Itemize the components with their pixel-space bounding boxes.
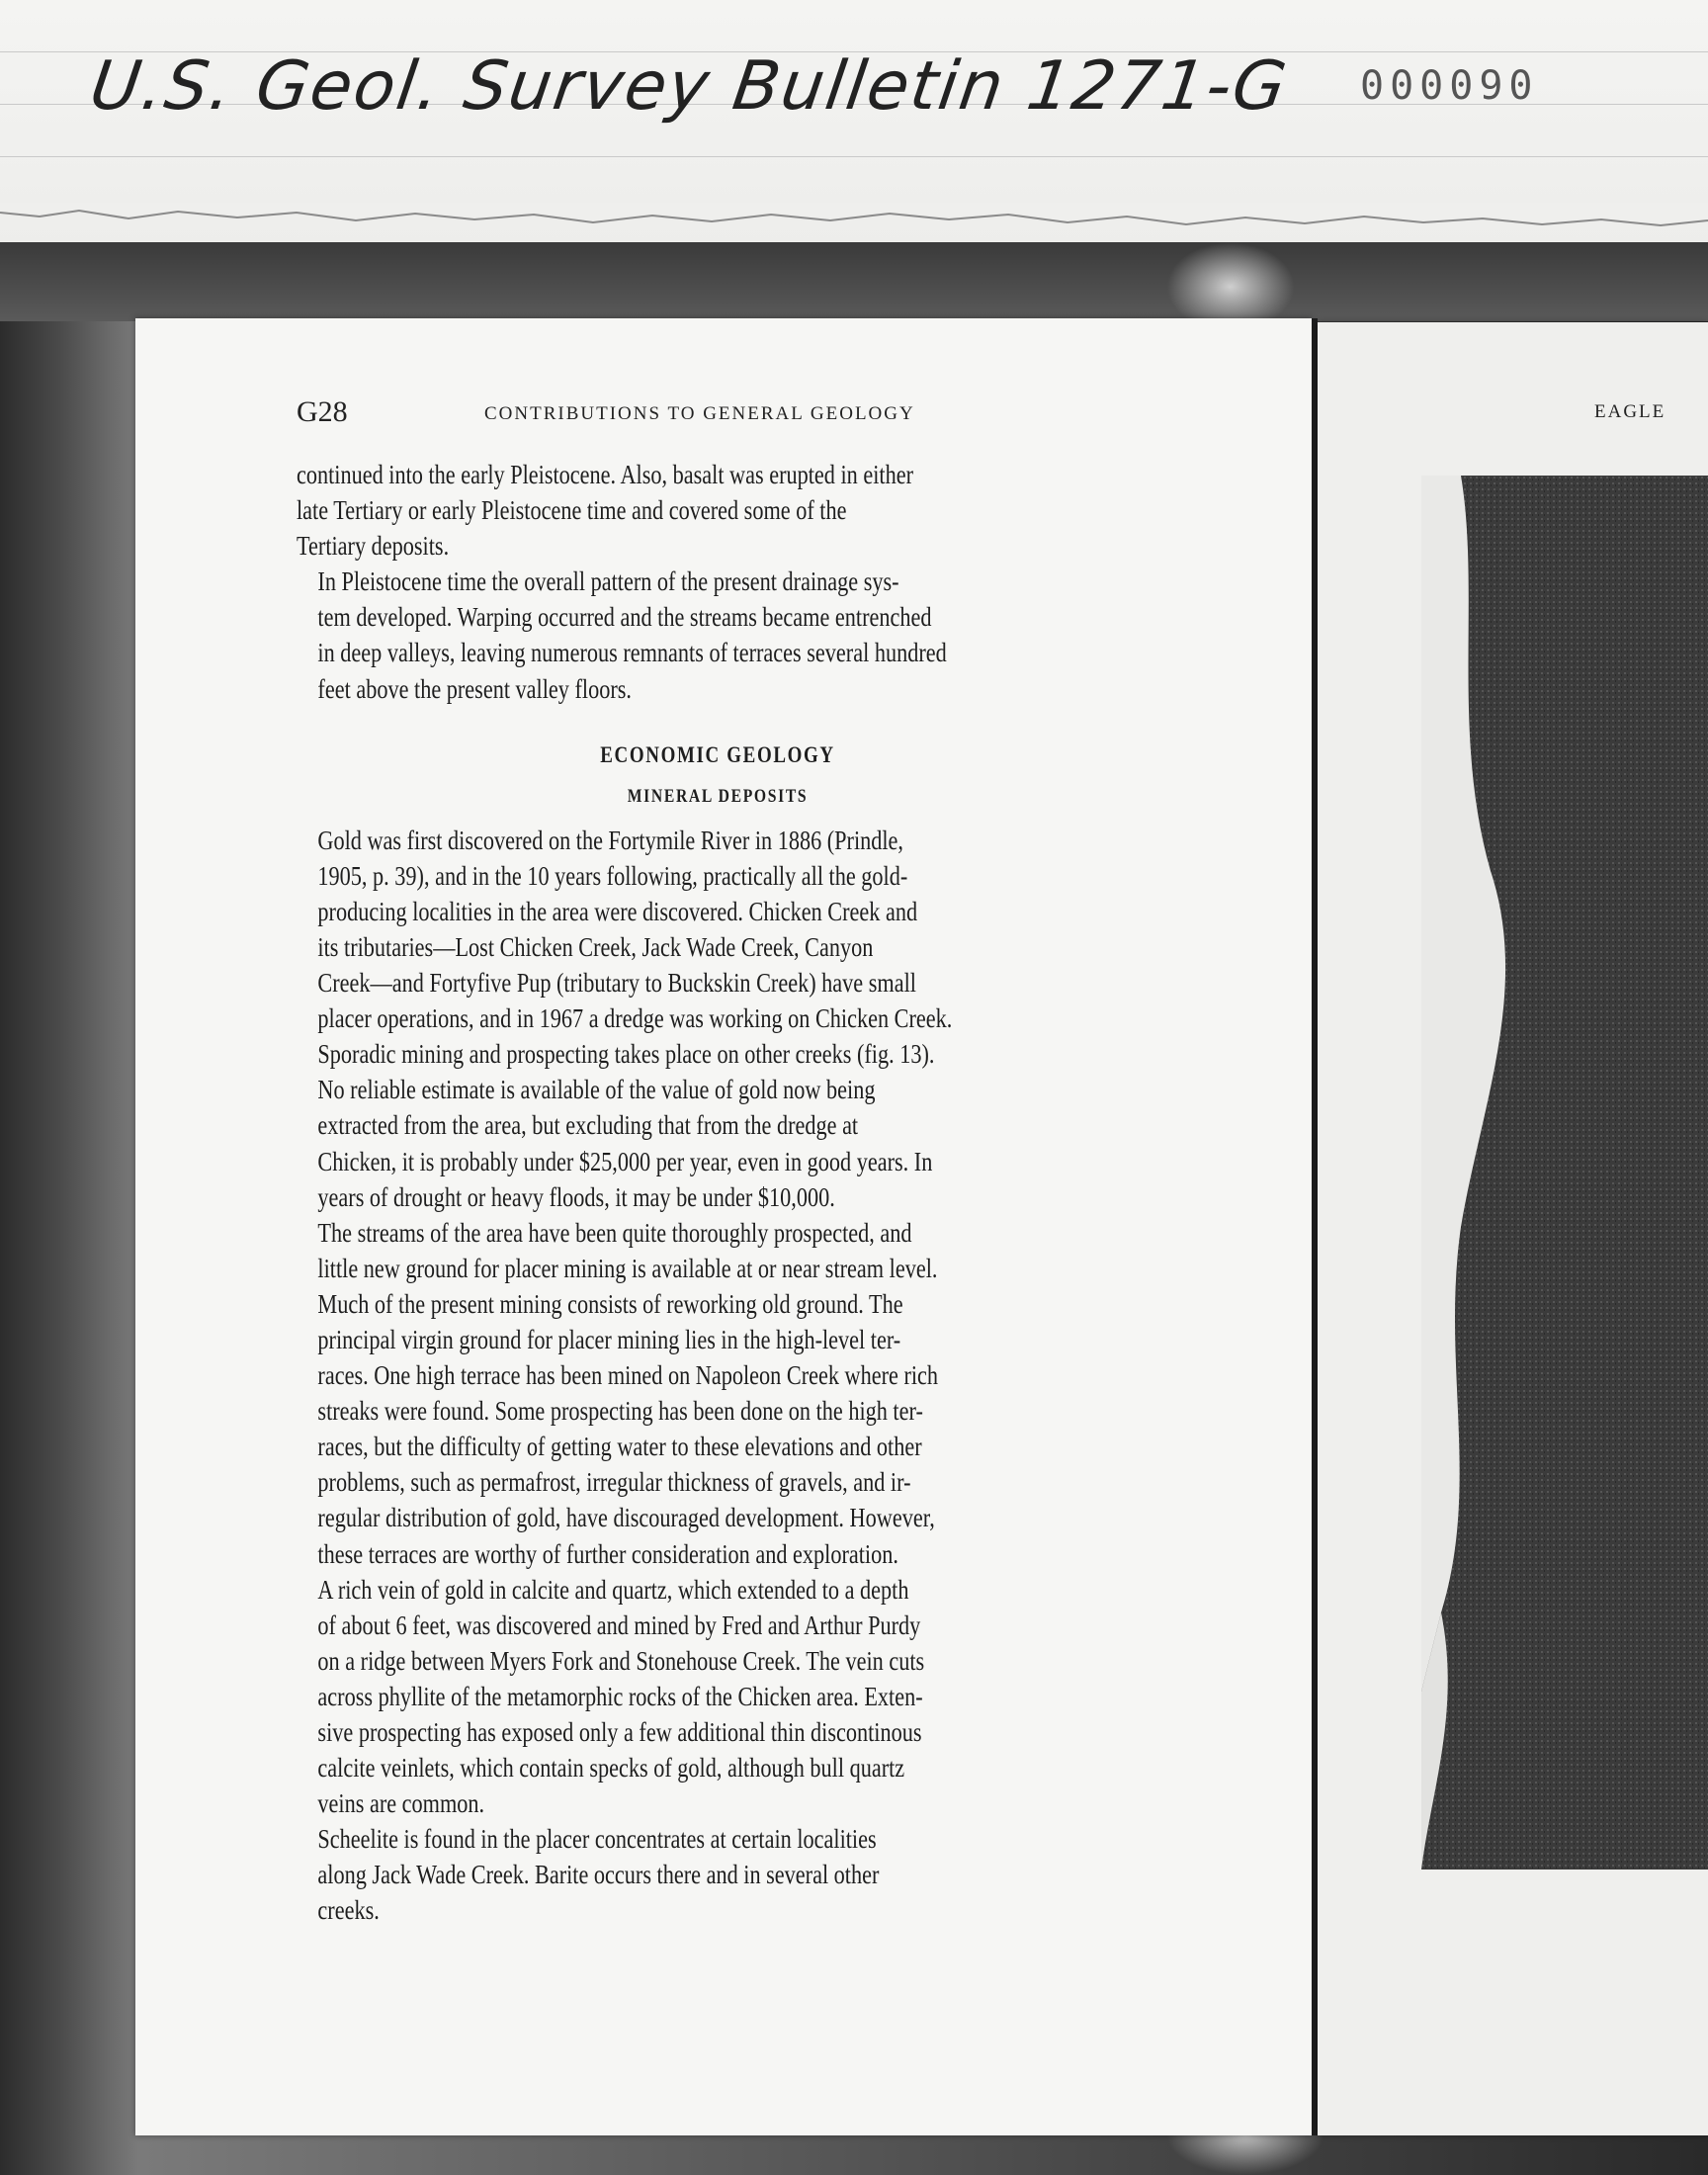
- text-line: along Jack Wade Creek. Barite occurs there and in several other: [317, 1860, 880, 1890]
- text-line: 1905, p. 39), and in the 10 years following, practically all the gold-: [317, 860, 908, 891]
- text-line: veins are common.: [317, 1788, 485, 1819]
- text-line: creeks.: [317, 1895, 380, 1926]
- text-line: The streams of the area have been quite thoroughly prospected, and: [317, 1217, 912, 1248]
- text-line: races, but the difficulty of getting water to these elevations and other: [317, 1432, 922, 1462]
- text-line: streaks were found. Some prospecting has been done on the high ter-: [317, 1396, 923, 1427]
- photo-plate: [1421, 476, 1708, 1870]
- text-line: little new ground for placer mining is available at or near stream level.: [317, 1253, 938, 1283]
- subsection-heading: MINERAL DEPOSITS: [627, 785, 809, 807]
- text-line: these terraces are worthy of further consideration and exploration.: [317, 1538, 898, 1569]
- left-page: [135, 318, 1312, 2135]
- text-line: principal virgin ground for placer mining lies in the high-level ter-: [317, 1324, 901, 1354]
- running-head: [297, 395, 1147, 435]
- text-line: regular distribution of gold, have discouraged development. However,: [317, 1503, 935, 1533]
- right-page: [1318, 322, 1708, 2135]
- text-line: Gold was first discovered on the Fortymile River in 1886 (Prindle,: [317, 825, 903, 855]
- text-line: Much of the present mining consists of reworking old ground. The: [317, 1288, 903, 1319]
- paragraph: [297, 1215, 1139, 1572]
- text-line: tem developed. Warping occurred and the streams became entrenched: [317, 602, 932, 633]
- torn-edge: [0, 203, 1708, 272]
- text-line: extracted from the area, but excluding that from the dredge at: [317, 1110, 859, 1141]
- page-number: G28: [297, 395, 348, 428]
- paragraph: [297, 564, 1139, 706]
- right-running-title: EAGLE: [1594, 401, 1666, 422]
- paragraph: [297, 457, 1139, 564]
- handwritten-title: U.S. Geol. Survey Bulletin 1271-G: [85, 47, 1293, 126]
- text-line: A rich vein of gold in calcite and quartz, which extended to a depth: [317, 1574, 909, 1605]
- text-line: placer operations, and in 1967 a dredge was working on Chicken Creek.: [317, 1003, 953, 1034]
- text-line: Chicken, it is probably under $25,000 per year, even in good years. In: [317, 1146, 933, 1176]
- text-block: [297, 457, 1139, 1929]
- text-line: problems, such as permafrost, irregular thickness of gravels, and ir-: [317, 1467, 911, 1498]
- text-line: in deep valleys, leaving numerous remnants of terraces several hundred: [317, 638, 947, 668]
- text-line: producing localities in the area were discovered. Chicken Creek and: [317, 896, 918, 926]
- paragraph: [297, 823, 1139, 1215]
- text-line: Scheelite is found in the placer concentrates at certain localities: [317, 1824, 877, 1855]
- text-line: years of drought or heavy floods, it may be under $10,000.: [317, 1181, 835, 1212]
- text-line: sive prospecting has exposed only a few additional thin discontinous: [317, 1717, 922, 1747]
- text-line: on a ridge between Myers Fork and Stonehouse Creek. The vein cuts: [317, 1645, 925, 1676]
- paragraph: [297, 1572, 1139, 1822]
- text-line: In Pleistocene time the overall pattern of the present drainage sys-: [317, 566, 899, 597]
- text-line: across phyllite of the metamorphic rocks of the Chicken area. Exten-: [317, 1681, 923, 1711]
- text-line: Creek—and Fortyfive Pup (tributary to Buckskin Creek) have small: [317, 968, 916, 999]
- text-line: feet above the present valley floors.: [317, 673, 632, 704]
- running-title: CONTRIBUTIONS TO GENERAL GEOLOGY: [484, 403, 915, 424]
- text-line: races. One high terrace has been mined on Napoleon Creek where rich: [317, 1360, 939, 1391]
- section-heading: ECONOMIC GEOLOGY: [600, 741, 835, 767]
- text-line: continued into the early Pleistocene. Also, basalt was erupted in either: [297, 460, 914, 489]
- text-line: its tributaries—Lost Chicken Creek, Jack Wade Creek, Canyon: [317, 931, 874, 962]
- text-line: No reliable estimate is available of the value of gold now being: [317, 1075, 876, 1105]
- paragraph: [297, 1821, 1139, 1928]
- text-line: of about 6 feet, was discovered and mined by Fred and Arthur Purdy: [317, 1610, 921, 1640]
- stamp-number: 000090: [1360, 63, 1539, 109]
- text-line: Sporadic mining and prospecting takes place on other creeks (fig. 13).: [317, 1039, 935, 1070]
- text-line: calcite veinlets, which contain specks of gold, although bull quartz: [317, 1753, 905, 1784]
- text-line: Tertiary deposits.: [297, 531, 450, 562]
- text-line: late Tertiary or early Pleistocene time and covered some of the: [297, 495, 847, 526]
